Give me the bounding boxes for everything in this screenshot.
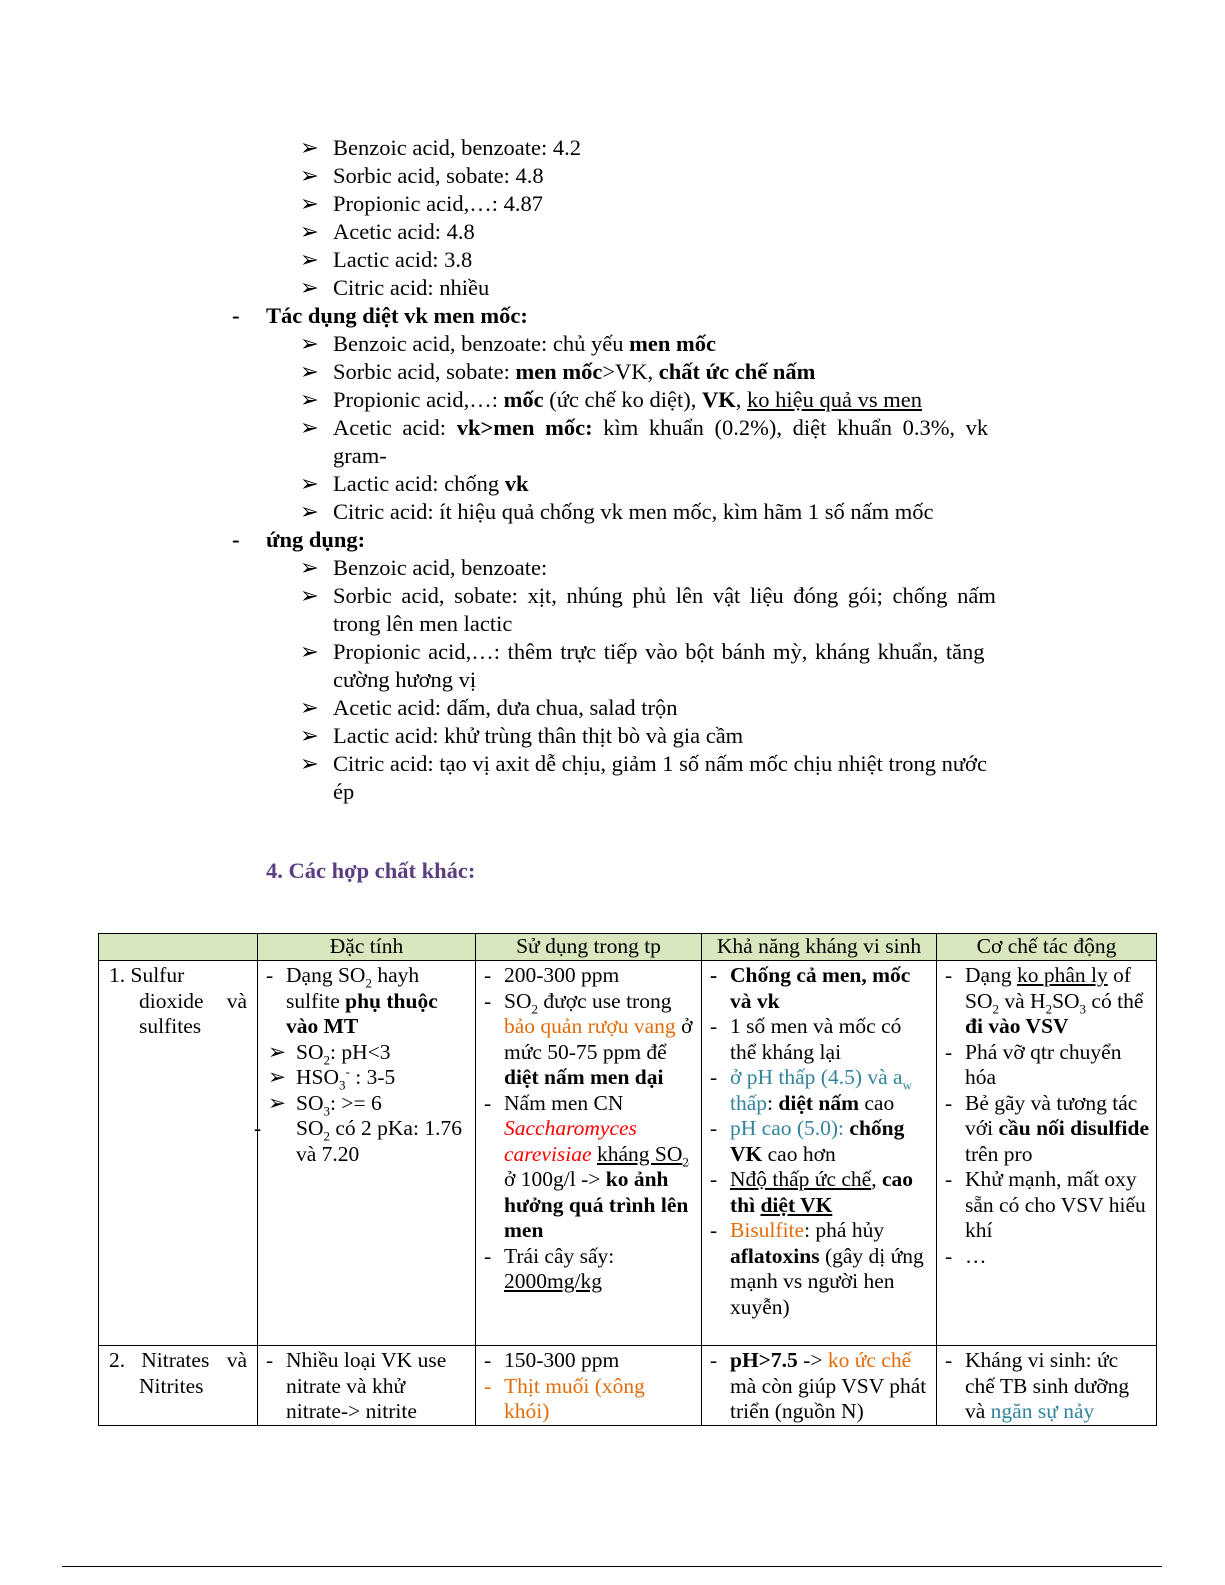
bullet-arrow-icon: ➢ <box>300 135 319 160</box>
cell-content: - pH>7.5 -> ko ức chế mà còn giúp VSV phát triển (nguồn N) <box>710 1348 927 1423</box>
table-row <box>99 1346 1157 1426</box>
ph-item: Propionic acid,…: 4.87 <box>333 191 543 216</box>
bullet-arrow-icon: ➢ <box>300 695 319 720</box>
table-header: Đặc tính <box>258 934 476 961</box>
cell-content: - Dạng $SO_2$ hayh sulfite phụ thuộc vào MT ➢ $SO_2$: pH<3 ➢ $HSO_3^-$ : 3-5 ➢ $SO_3$: >= 6 - $SO_2$ có 2 pKa: 1.76 và 7.20 <box>254 963 462 1166</box>
cell-content: - Kháng vi sinh: ức chế TB sinh dưỡng và ngăn sự nảy <box>945 1348 1130 1423</box>
bullet-arrow-icon: ➢ <box>300 163 319 188</box>
section-heading: 4. Các hợp chất khác: <box>266 858 476 883</box>
use-sorbic: Sorbic acid, sobate: xịt, nhúng phủ lên vật liệu đóng gói; chống nấm <box>333 583 996 608</box>
table-cell <box>254 961 476 1346</box>
table-header: Cơ chế tác động <box>937 934 1157 961</box>
effect-acetic-cont: gram- <box>333 443 387 468</box>
bullet-arrow-icon: ➢ <box>300 275 319 300</box>
cell-content: - Nhiều loại VK use nitrate và khử nitrate-> nitrite <box>266 1348 447 1423</box>
table-cell <box>937 961 1157 1346</box>
table-row <box>99 961 1157 1346</box>
cell-content: - 200-300 ppm - $SO_2$ được use trong bảo quản rượu vang ở mức 50-75 ppm để diệt nấm men dại - Nấm men CN Saccharomyces carevisiae kháng $SO_2$ ở 100g/l -> ko ảnh hưởng quá trình lên men - Trái cây sấy: 2000mg/kg <box>484 963 693 1293</box>
ph-item: Sorbic acid, sobate: 4.8 <box>333 163 544 188</box>
cell-content: - 150-300 ppm - Thịt muối (xông khói) <box>484 1348 645 1423</box>
table-cell <box>258 1346 476 1426</box>
effect-propionic: Propionic acid,…: mốc (ức chế ko diệt), VK, ko hiệu quả vs men <box>333 387 922 412</box>
bullet-arrow-icon: ➢ <box>300 191 319 216</box>
row-name-line: sulfites <box>139 1014 202 1038</box>
effect-sorbic: Sorbic acid, sobate: men mốc>VK, chất ức chế nấm <box>333 359 816 384</box>
use-propionic: Propionic acid,…: thêm trực tiếp vào bột bánh mỳ, kháng khuẩn, tăng <box>333 639 985 664</box>
ph-item: Benzoic acid, benzoate: 4.2 <box>333 135 582 160</box>
table-cell <box>937 1346 1157 1426</box>
use-sorbic-cont: trong lên men lactic <box>333 611 513 636</box>
effect-lactic: Lactic acid: chống vk <box>333 471 529 496</box>
ph-item: Acetic acid: 4.8 <box>333 219 475 244</box>
table-cell <box>702 961 937 1346</box>
table-cell <box>476 961 702 1346</box>
row-name-line: 1. Sulfur <box>109 963 185 987</box>
dash-bullet: - <box>232 527 240 552</box>
cell-content: - Dạng ko phân ly of $SO_2$ và $H_2SO_3$ có thể đi vào VSV - Phá vỡ qtr chuyển hóa - Bẻ gãy và tương tác với cầu nối disulfide trên pro - Khử mạnh, mất oxy sẵn có cho VSV hiếu khí - … <box>945 963 1150 1268</box>
table-header: Sử dụng trong tp <box>476 934 702 961</box>
bullet-arrow-icon: ➢ <box>300 751 319 776</box>
page-bottom-rule <box>62 1566 1162 1567</box>
cell-content: - Chống cả men, mốc và vk - 1 số men và mốc có thể kháng lại - ở pH thấp (4.5) và $a_w$ thấp: diệt nấm cao - pH cao (5.0): chống VK cao hơn - Nđộ thấp ức chế, cao thì diệt VK - Bisulfite: phá hủy aflatoxins (gây dị ứng mạnh vs người hen xuyễn) <box>710 963 924 1319</box>
bullet-arrow-icon: ➢ <box>300 471 319 496</box>
table-cell <box>99 1346 258 1426</box>
use-benzoic: Benzoic acid, benzoate: <box>333 555 548 580</box>
bullet-arrow-icon: ➢ <box>300 359 319 384</box>
bullet-arrow-icon: ➢ <box>300 219 319 244</box>
bullet-arrow-icon: ➢ <box>300 639 319 664</box>
row-name-line: 2. Nitrates và <box>109 1348 247 1372</box>
ph-item: Lactic acid: 3.8 <box>333 247 473 272</box>
table-header-row <box>99 934 1157 961</box>
effect-citric: Citric acid: ít hiệu quả chống vk men mốc, kìm hãm 1 số nấm mốc <box>333 499 934 524</box>
use-citric-cont: ép <box>333 779 355 804</box>
bullet-arrow-icon: ➢ <box>300 499 319 524</box>
section-effect-title: Tác dụng diệt vk men mốc: <box>266 303 528 328</box>
table-header <box>99 934 258 961</box>
table-cell <box>702 1346 937 1426</box>
row-name-line: dioxide và <box>139 988 247 1013</box>
dash-bullet: - <box>232 303 240 328</box>
row-name-line: Nitrites <box>139 1373 204 1398</box>
effect-acetic: Acetic acid: vk>men mốc: kìm khuẩn (0.2%), diệt khuẩn 0.3%, vk <box>333 415 989 440</box>
bullet-arrow-icon: ➢ <box>300 387 319 412</box>
use-citric: Citric acid: tạo vị axit dễ chịu, giảm 1 số nấm mốc chịu nhiệt trong nước <box>333 751 987 776</box>
use-lactic: Lactic acid: khử trùng thân thịt bò và gia cầm <box>333 723 744 748</box>
bullet-arrow-icon: ➢ <box>300 415 319 440</box>
bullet-arrow-icon: ➢ <box>300 583 319 608</box>
bullet-arrow-icon: ➢ <box>300 331 319 356</box>
table-cell <box>476 1346 702 1426</box>
section-use-title: ứng dụng: <box>266 527 366 552</box>
effect-benzoic: Benzoic acid, benzoate: chủ yếu men mốc <box>333 331 716 356</box>
bullet-arrow-icon: ➢ <box>300 555 319 580</box>
compounds-table <box>98 933 1157 1426</box>
ph-item: Citric acid: nhiều <box>333 275 490 300</box>
bullet-arrow-icon: ➢ <box>300 247 319 272</box>
table-header: Khả năng kháng vi sinh <box>702 934 937 961</box>
use-acetic: Acetic acid: dấm, dưa chua, salad trộn <box>333 695 678 720</box>
bullet-arrow-icon: ➢ <box>300 723 319 748</box>
table-cell <box>99 961 258 1346</box>
use-propionic-cont: cường hương vị <box>333 667 477 692</box>
